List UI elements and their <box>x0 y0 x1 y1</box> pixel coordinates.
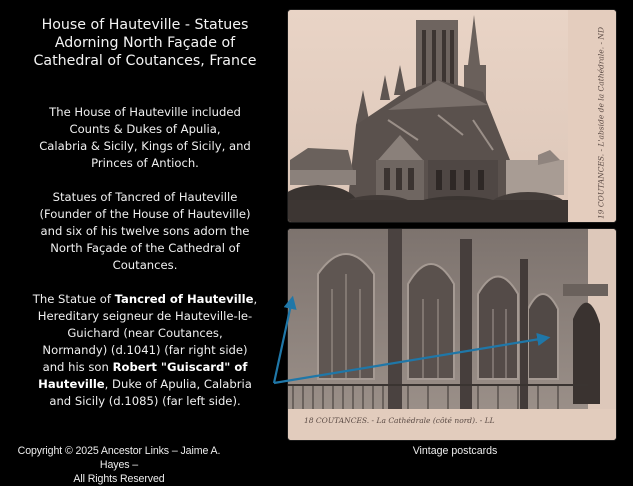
text-line <box>8 291 282 308</box>
text-line: and Sicily (d.1085) (far left side). <box>49 394 241 408</box>
slide-title <box>10 16 280 70</box>
text-line <box>8 359 282 376</box>
text-line: North Façade of the Cathedral of <box>50 241 240 255</box>
postcard-caption-north: 18 COUTANCES. - La Cathédrale (côté nord). - LL <box>304 416 495 425</box>
postcard-caption-apse <box>594 26 608 219</box>
text-line: Normandy) (d.1041) (far right side) <box>42 343 248 357</box>
text-line: Guichard (near Coutances, <box>67 326 223 340</box>
text-line: Calabria & Sicily, Kings of Sicily, and <box>39 139 251 153</box>
name-robert: Robert "Guiscard" of <box>112 360 248 374</box>
text-line: Statues of Tancred of Hauteville <box>52 190 238 204</box>
text-panel <box>0 0 288 430</box>
text-line: Princes of Antioch. <box>91 156 199 170</box>
postcard-north-facade-image <box>288 229 616 440</box>
title-line: Adorning North Façade of <box>54 35 236 51</box>
name-tancred: Tancred of Hauteville <box>114 292 254 306</box>
copyright-line: Copyright © 2025 Ancestor Links – Jaime A. Hayes – <box>17 445 221 471</box>
text-span: The Statue of <box>32 292 115 306</box>
postcard-apse-image <box>288 10 616 222</box>
image-caption: Vintage postcards <box>412 445 498 457</box>
text-line: The House of Hauteville included <box>49 105 241 119</box>
cathedral-apse-illustration <box>288 10 616 222</box>
text-line: Coutances. <box>112 258 178 272</box>
title-line: House of Hauteville - Statues <box>41 17 249 33</box>
paragraph-statues <box>8 189 282 274</box>
text-line: Counts & Dukes of Apulia, <box>69 122 221 136</box>
copyright-notice <box>4 444 234 486</box>
text-span: , Duke of Apulia, Calabria <box>104 377 252 391</box>
caption-text: 19 COUTANCES. - L'abside de la Cathédrale. - ND <box>596 26 606 219</box>
paragraph-house-overview <box>8 104 282 172</box>
text-line <box>8 376 282 393</box>
text-line: Hereditary seigneur de Hauteville-le- <box>37 309 253 323</box>
paragraph-tancred-robert <box>8 291 282 410</box>
title-line: Cathedral of Coutances, France <box>33 53 257 69</box>
text-line: (Founder of the House of Hauteville) <box>39 207 251 221</box>
text-line: and six of his twelve sons adorn the <box>40 224 250 238</box>
text-span: and his son <box>42 360 113 374</box>
text-span: , <box>253 292 258 306</box>
name-robert: Hauteville <box>38 377 105 391</box>
copyright-line: All Rights Reserved <box>73 473 165 485</box>
cathedral-north-facade-illustration <box>288 229 616 440</box>
